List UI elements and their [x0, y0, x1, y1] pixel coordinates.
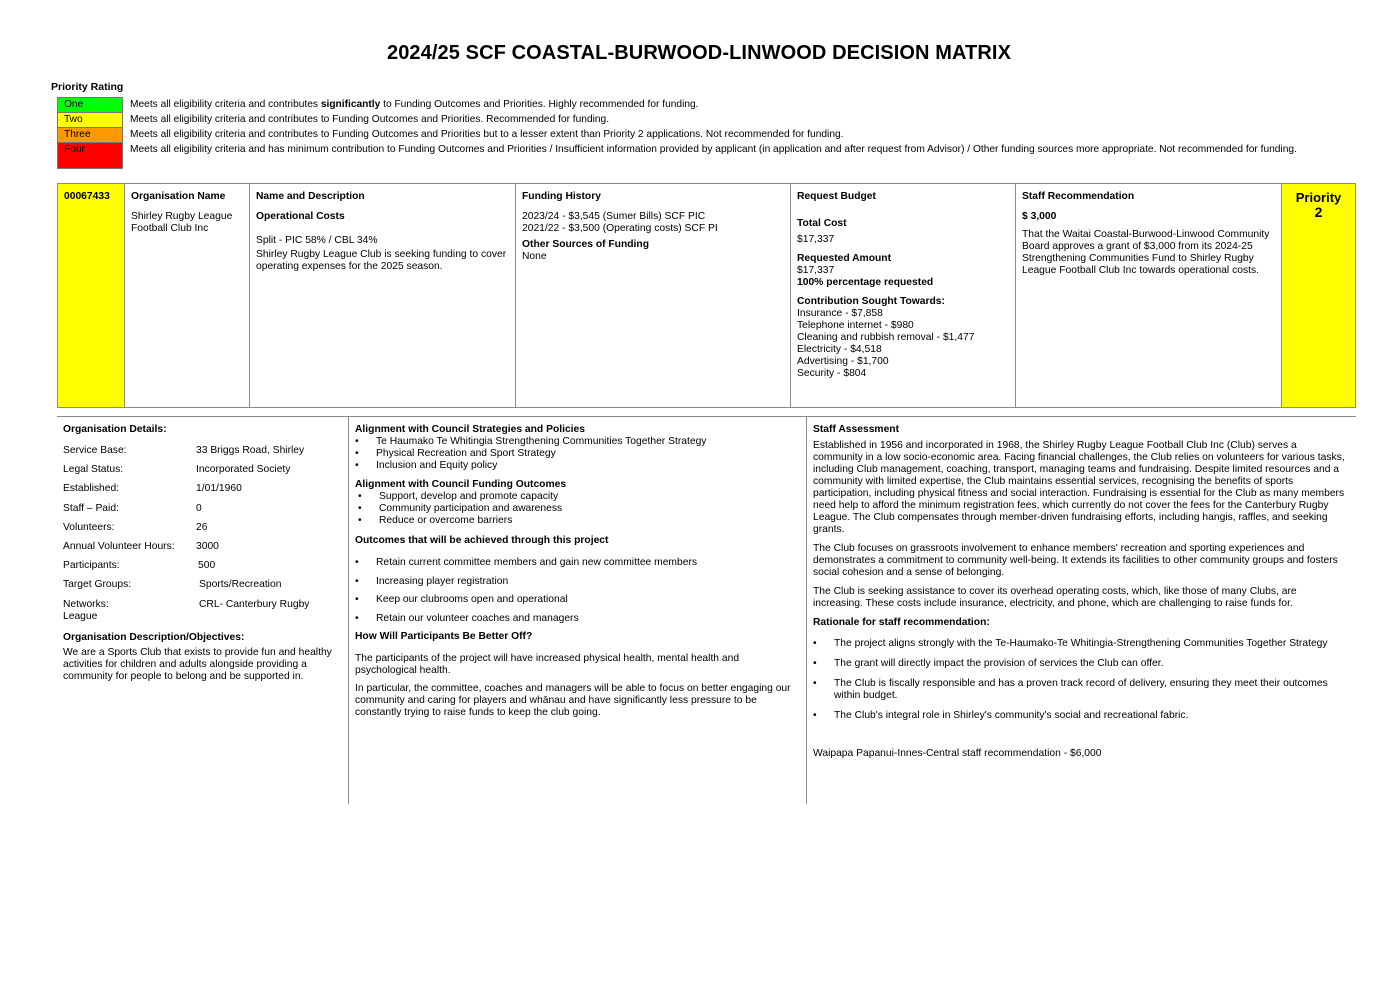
list-item: • Retain current committee members and gain new committee members	[355, 557, 795, 569]
detail-value: 26	[196, 521, 208, 533]
funding-outcomes-list	[355, 491, 795, 527]
list-item: • Community participation and awareness	[358, 503, 795, 515]
detail-row	[63, 522, 343, 541]
application-record	[57, 183, 1356, 408]
detail-label: Legal Status:	[63, 464, 124, 476]
total-cost-value: $17,337	[797, 234, 835, 245]
application-id: 00067433	[58, 184, 125, 407]
detail-value: CRL- Canterbury Rugby	[199, 598, 310, 610]
project-outcomes-list	[355, 557, 795, 625]
request-budget-header: Request Budget	[797, 191, 876, 202]
detail-row	[63, 483, 343, 502]
detail-value: Sports/Recreation	[199, 579, 282, 591]
participants-text: In particular, the committee, coaches and managers will be able to focus on better engaging our community and caring for players and whānau and have significantly less pressure to be constantly trying to raise funds to keep the club going.	[355, 683, 791, 718]
legend-text-one: Meets all eligibility criteria and contributes significantly to Funding Outcomes and Priorities. Highly recommended for funding.	[130, 99, 699, 110]
list-item: • Keep our clubrooms open and operational	[355, 594, 795, 606]
legend-row-three	[57, 127, 1317, 142]
org-details-heading: Organisation Details:	[63, 424, 167, 435]
detail-label: Volunteers:	[63, 521, 115, 533]
funding-split: Split - PIC 58% / CBL 34%	[256, 235, 378, 246]
detail-label: Service Base:	[63, 445, 127, 456]
priority-label: Priority	[1295, 190, 1342, 205]
legend-row-four	[57, 142, 1317, 169]
detail-label: Target Groups:	[63, 579, 132, 591]
assessment-paragraph: The Club focuses on grassroots involvement to enhance members' recreation and sporting experiences and demonstrates a commitment to community well-being. It extends its facilities to other community groups and fosters social cohesion and a sense of belonging.	[813, 543, 1338, 578]
detail-label: Staff – Paid:	[63, 502, 119, 514]
legend-text-three: Meets all eligibility criteria and contributes to Funding Outcomes and Priorities but to a lesser extent than Priority 2 applications. Not recommended for funding.	[130, 129, 844, 140]
contribution-item: Cleaning and rubbish removal - $1,477	[797, 332, 975, 343]
list-item: • The grant will directly impact the provision of services the Club can offer.	[813, 658, 1348, 670]
legend-text-two: Meets all eligibility criteria and contributes to Funding Outcomes and Priorities. Recommended for funding.	[130, 114, 610, 125]
detail-value: 500	[198, 560, 216, 572]
percentage-requested: 100% percentage requested	[797, 277, 934, 288]
detail-label: Annual Volunteer Hours:	[63, 540, 175, 552]
list-item: • Physical Recreation and Sport Strategy	[355, 448, 795, 460]
detail-value: 1/01/1960	[196, 483, 242, 495]
detail-value: Incorporated Society	[196, 464, 291, 476]
column-divider	[806, 417, 807, 804]
alignment-column	[355, 424, 795, 719]
assessment-paragraph: The Club is seeking assistance to cover its overhead operating costs, which, like those of many Clubs, are increasing. These costs include insurance, electricity, and phone, which are challenging to raise funds for.	[813, 586, 1297, 609]
contribution-header: Contribution Sought Towards:	[797, 296, 945, 307]
legend-swatch-four: Four	[57, 142, 123, 169]
project-description: Shirley Rugby League Club is seeking funding to cover operating expenses for the 2025 season.	[256, 249, 507, 272]
detail-label: Participants:	[63, 560, 120, 572]
staff-recommendation-text: That the Waitai Coastal-Burwood-Linwood Community Board approves a grant of $3,000 from its 2024-25 Strengthening Communities Fund to Shirley Rugby League Football Club Inc towards operational costs.	[1022, 229, 1270, 276]
staff-assessment-heading: Staff Assessment	[813, 424, 900, 435]
detail-value: 3000	[196, 540, 219, 552]
contribution-item: Electricity - $4,518	[797, 344, 882, 355]
list-item: • Increasing player registration	[355, 576, 795, 588]
funding-history-item: 2023/24 - $3,545 (Sumer Bills) SCF PIC	[522, 211, 706, 222]
list-item: • Retain our volunteer coaches and managers	[355, 613, 795, 625]
list-item: • The project aligns strongly with the Te-Haumako-Te Whitingia-Strengthening Communities Together Strategy	[813, 638, 1348, 650]
funding-history-header: Funding History	[522, 191, 601, 202]
project-outcomes-heading: Outcomes that will be achieved through this project	[355, 535, 609, 546]
legend-text-four: Meets all eligibility criteria and has minimum contribution to Funding Outcomes and Priorities / Insufficient information provided by applicant (in application and after request from Advisor) / Other funding sources more appropriate. Not recommended for funding.	[130, 144, 1297, 155]
funding-history-item: 2021/22 - $3,500 (Operating costs) SCF PI	[522, 223, 718, 234]
list-item: • Te Haumako Te Whitingia Strengthening Communities Together Strategy	[355, 436, 795, 448]
page-title: 2024/25 SCF COASTAL-BURWOOD-LINWOOD DECISION MATRIX	[386, 42, 1012, 64]
total-cost-label: Total Cost	[797, 218, 847, 229]
name-description-header: Name and Description	[256, 191, 365, 202]
requested-amount-value: $17,337	[797, 265, 835, 276]
priority-value: 2	[1314, 204, 1323, 220]
name-description-cell	[250, 184, 516, 407]
strategies-heading: Alignment with Council Strategies and Policies	[355, 424, 586, 435]
detail-value: 33 Briggs Road, Shirley	[196, 445, 305, 456]
detail-row	[63, 599, 343, 623]
organisation-details	[63, 424, 343, 683]
participants-heading: How Will Participants Be Better Off?	[355, 631, 533, 642]
priority-rating-heading: Priority Rating	[51, 81, 124, 93]
organisation-name: Shirley Rugby League Football Club Inc	[131, 211, 233, 234]
strategies-list	[355, 436, 795, 472]
legend-row-one	[57, 97, 1317, 112]
other-sources-header: Other Sources of Funding	[522, 239, 649, 250]
legend-swatch-three: Three	[57, 127, 123, 142]
detail-row	[63, 464, 343, 483]
detail-label: Networks: League	[63, 598, 109, 622]
detail-row	[63, 560, 343, 579]
column-divider	[348, 417, 349, 804]
organisation-cell	[125, 184, 250, 407]
organisation-name-header: Organisation Name	[131, 191, 226, 202]
requested-amount-label: Requested Amount	[797, 253, 892, 264]
detail-row	[63, 445, 343, 464]
contribution-item: Insurance - $7,858	[797, 308, 883, 319]
legend-row-two	[57, 112, 1317, 127]
staff-recommendation-cell	[1016, 184, 1282, 407]
list-item: • Support, develop and promote capacity	[358, 491, 795, 503]
contribution-item: Advertising - $1,700	[797, 356, 889, 367]
detail-label: Established:	[63, 483, 120, 495]
detail-row	[63, 579, 343, 598]
org-description-heading: Organisation Description/Objectives:	[63, 631, 245, 643]
rationale-heading: Rationale for staff recommendation:	[813, 617, 990, 628]
legend-swatch-two: Two	[57, 112, 123, 127]
priority-legend	[57, 97, 1317, 169]
detail-value: 0	[196, 502, 202, 514]
funding-history-cell	[516, 184, 791, 407]
request-budget-cell	[791, 184, 1016, 407]
priority-cell	[1282, 184, 1355, 407]
staff-recommendation-header: Staff Recommendation	[1022, 191, 1135, 202]
list-item: • The Club is fiscally responsible and has a proven track record of delivery, ensuring they meet their outcomes within budget.	[813, 678, 1348, 702]
participants-text: The participants of the project will have increased physical health, mental health and psychological health.	[355, 653, 740, 676]
list-item: • The Club's integral role in Shirley's community's social and recreational fabric.	[813, 710, 1348, 722]
legend-swatch-one: One	[57, 97, 123, 112]
rationale-list	[813, 638, 1348, 722]
list-item: • Inclusion and Equity policy	[355, 460, 795, 472]
other-board-recommendation: Waipapa Papanui-Innes-Central staff recommendation - $6,000	[813, 748, 1102, 759]
contribution-item: Telephone internet - $980	[797, 320, 914, 331]
staff-assessment-column	[813, 424, 1348, 760]
list-item: • Reduce or overcome barriers	[358, 515, 795, 527]
funding-outcomes-heading: Alignment with Council Funding Outcomes	[355, 479, 567, 490]
detail-row	[63, 541, 343, 560]
staff-recommendation-amount: $ 3,000	[1022, 211, 1057, 222]
section-divider	[57, 416, 1356, 417]
other-sources-value: None	[522, 251, 547, 262]
contribution-item: Security - $804	[797, 368, 867, 379]
assessment-paragraph: Established in 1956 and incorporated in 1968, the Shirley Rugby League Football Club Inc (Club) serves a community in a low socio-economic area. Facing financial challenges, the Club relies on volunteers for various tasks, including Club management, coaching, transport, managing teams and fundraising. Despite limited resources and a community with limited expertise, the Club maintains essential services, recognising the benefits of sports participation, including physical fitness and social interaction. Fundraising is essential for the Club as many members need help to afford the minimum registration fees, which currently do not cover the fees for the Canterbury Rugby League. The Club compensates through member-driven fundraising efforts, including hangis, raffles, and seeking grants.	[813, 440, 1345, 535]
detail-row	[63, 503, 343, 522]
org-description-text: We are a Sports Club that exists to provide fun and healthy activities for children and adults alongside providing a community for people to belong and be supported in.	[63, 646, 332, 682]
project-name: Operational Costs	[256, 211, 345, 222]
